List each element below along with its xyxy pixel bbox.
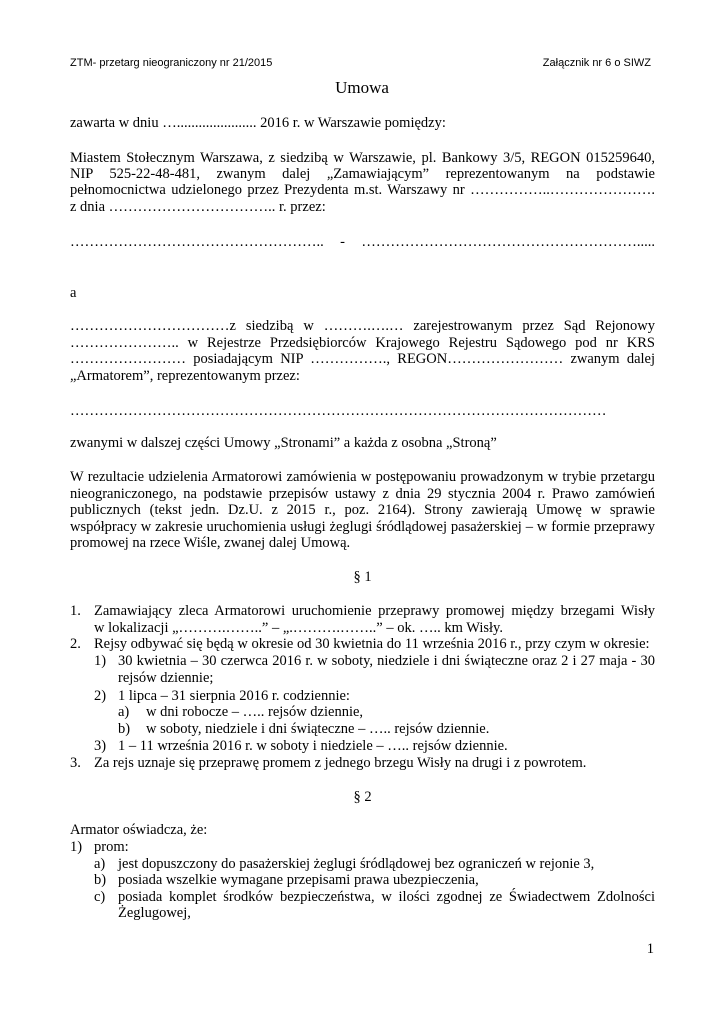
preamble-line: W rezultacie udzielenia Armatorowi zamówienia w postępowaniu prowadzonym w trybie przetargu bbox=[70, 469, 655, 485]
list-number: 1) bbox=[70, 839, 83, 855]
list-item: w lokalizacji „……….……..” – „.……….……..” – ok. ….. km Wisły. bbox=[94, 620, 503, 636]
list-item: Żeglugowej, bbox=[118, 905, 191, 921]
preamble-line: promowej na rzece Wiśle, zwanej dalej Umową. bbox=[70, 535, 351, 551]
list-item: prom: bbox=[94, 839, 129, 855]
list-item: rejsów dziennie; bbox=[118, 670, 214, 686]
list-number: a) bbox=[118, 704, 130, 720]
party1-representatives: …………………………………………….. - …………………………………………………..... bbox=[70, 234, 655, 250]
list-item: Rejsy odbywać się będą w okresie od 30 kwietnia do 11 września 2016 r., przy czym w okresie: bbox=[94, 636, 650, 652]
list-item: 30 kwietnia – 30 czerwca 2016 r. w soboty, niedziele i dni świąteczne oraz 2 i 27 maja - 30 bbox=[118, 653, 655, 669]
list-item: posiada komplet środków bezpieczeństwa, w ilości zgodnej ze Świadectwem Zdolności bbox=[118, 889, 655, 905]
list-item: 1 lipca – 31 sierpnia 2016 r. codziennie: bbox=[118, 688, 350, 704]
parties-definition: zwanymi w dalszej części Umowy „Stronami” a każda z osobna „Stroną” bbox=[70, 435, 497, 451]
list-number: 3) bbox=[94, 738, 107, 754]
conjunction: a bbox=[70, 285, 77, 301]
list-item: posiada wszelkie wymagane przepisami prawa ubezpieczenia, bbox=[118, 872, 479, 888]
section-2-heading: § 2 bbox=[353, 789, 372, 805]
party1-line: Miastem Stołecznym Warszawa, z siedzibą w Warszawie, pl. Bankowy 3/5, REGON 015259640, bbox=[70, 150, 655, 166]
header-left: ZTM- przetarg nieograniczony nr 21/2015 bbox=[70, 57, 273, 69]
party1-line: NIP 525-22-48-481, zwanym dalej „Zamawiającym” reprezentowanym na podstawie bbox=[70, 166, 655, 182]
list-number: a) bbox=[94, 856, 106, 872]
list-number: 1. bbox=[70, 603, 81, 619]
list-item: 1 – 11 września 2016 r. w soboty i niedziele – ….. rejsów dziennie. bbox=[118, 738, 508, 754]
party2-line: ……………………………z siedzibą w ……….….… zarejestrowanym przez Sąd Rejonowy bbox=[70, 318, 655, 334]
list-number: b) bbox=[118, 721, 131, 737]
party2-representatives: ………………………………………………………………………………………………… bbox=[70, 403, 607, 419]
list-item: Zamawiający zleca Armatorowi uruchomienie przeprawy promowej między brzegami Wisły bbox=[94, 603, 655, 619]
list-item: w dni robocze – ….. rejsów dziennie, bbox=[146, 704, 364, 720]
party2-line: „Armatorem”, reprezentowanym przez: bbox=[70, 368, 300, 384]
list-item: jest dopuszczony do pasażerskiej żeglugi śródlądowej bez ograniczeń w rejonie 3, bbox=[118, 856, 595, 872]
preamble-line: nieograniczonego, na podstawie przepisów ustawy z dnia 29 stycznia 2004 r. Prawo zamówień bbox=[70, 486, 655, 502]
intro-line: zawarta w dniu …...................... 2016 r. w Warszawie pomiędzy: bbox=[70, 115, 446, 131]
list-item: w soboty, niedziele i dni świąteczne – ….. rejsów dziennie. bbox=[146, 721, 490, 737]
list-number: 3. bbox=[70, 755, 81, 771]
party1-line: pełnomocnictwa udzielonego przez Prezydenta m.st. Warszawy nr ……………..…………………. bbox=[70, 182, 655, 198]
preamble-line: współpracy w zakresie uruchomienia usługi żeglugi śródlądowej pasażerskiej – w formie przeprawy bbox=[70, 519, 655, 535]
list-number: 2) bbox=[94, 688, 107, 704]
party2-line: ………………….. w Rejestrze Przedsiębiorców Krajowego Rejestru Sądowego pod nr KRS bbox=[70, 335, 655, 351]
list-number: 2. bbox=[70, 636, 81, 652]
preamble-line: publicznych (tekst jedn. Dz.U. z 2015 r., poz. 2164). Strony zawierają Umowę w sprawie bbox=[70, 502, 655, 518]
list-number: c) bbox=[94, 889, 106, 905]
document-title: Umowa bbox=[335, 78, 389, 97]
list-number: b) bbox=[94, 872, 107, 888]
party1-line: z dnia …………………………….. r. przez: bbox=[70, 199, 326, 215]
list-number: 1) bbox=[94, 653, 107, 669]
party2-line: …………………… posiadającym NIP ……………., REGON…………………… zwanym dalej bbox=[70, 351, 655, 367]
section-2-intro: Armator oświadcza, że: bbox=[70, 822, 208, 838]
section-1-heading: § 1 bbox=[353, 569, 372, 585]
header-right: Załącznik nr 6 o SIWZ bbox=[542, 57, 651, 69]
list-item: Za rejs uznaje się przeprawę promem z jednego brzegu Wisły na drugi i z powrotem. bbox=[94, 755, 587, 771]
page-number: 1 bbox=[646, 941, 654, 957]
